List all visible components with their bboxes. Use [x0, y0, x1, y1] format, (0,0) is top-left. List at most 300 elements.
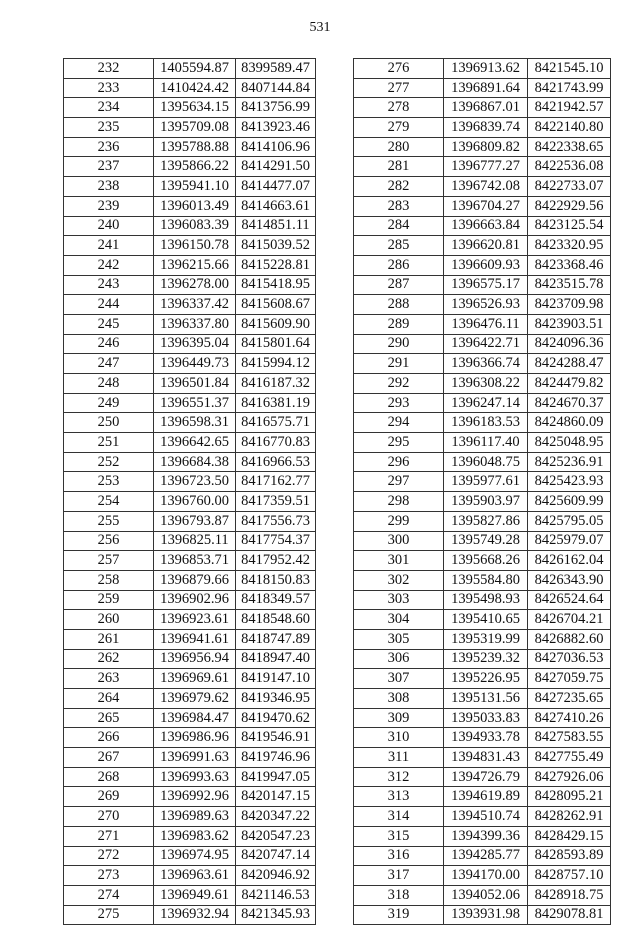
- point-number-cell: 317: [354, 866, 444, 886]
- y-coordinate-cell: 8417556.73: [236, 511, 316, 531]
- x-coordinate-cell: 1396476.11: [444, 314, 528, 334]
- x-coordinate-cell: 1396013.49: [154, 196, 236, 216]
- table-row: [354, 590, 611, 610]
- x-coordinate-cell: 1395788.88: [154, 137, 236, 157]
- y-coordinate-cell: 8424288.47: [528, 354, 611, 374]
- table-row: [354, 728, 611, 748]
- x-coordinate-cell: 1396989.63: [154, 807, 236, 827]
- x-coordinate-cell: 1394933.78: [444, 728, 528, 748]
- x-coordinate-cell: 1395584.80: [444, 570, 528, 590]
- table-row: [354, 59, 611, 79]
- point-number-cell: 245: [64, 314, 154, 334]
- table-row: [64, 177, 316, 197]
- x-coordinate-cell: 1396984.47: [154, 708, 236, 728]
- y-coordinate-cell: 8419947.05: [236, 767, 316, 787]
- table-row: [64, 452, 316, 472]
- table-row: [64, 767, 316, 787]
- table-row: [64, 157, 316, 177]
- y-coordinate-cell: 8415609.90: [236, 314, 316, 334]
- x-coordinate-cell: 1396575.17: [444, 275, 528, 295]
- table-row: [64, 728, 316, 748]
- point-number-cell: 276: [354, 59, 444, 79]
- y-coordinate-cell: 8415418.95: [236, 275, 316, 295]
- y-coordinate-cell: 8419470.62: [236, 708, 316, 728]
- y-coordinate-cell: 8415608.67: [236, 295, 316, 315]
- y-coordinate-cell: 8426704.21: [528, 610, 611, 630]
- point-number-cell: 261: [64, 629, 154, 649]
- y-coordinate-cell: 8418747.89: [236, 629, 316, 649]
- y-coordinate-cell: 8417359.51: [236, 492, 316, 512]
- table-row: [354, 255, 611, 275]
- point-number-cell: 280: [354, 137, 444, 157]
- point-number-cell: 272: [64, 846, 154, 866]
- point-number-cell: 287: [354, 275, 444, 295]
- y-coordinate-cell: 8415039.52: [236, 236, 316, 256]
- table-row: [64, 551, 316, 571]
- table-row: [64, 118, 316, 138]
- x-coordinate-cell: 1396723.50: [154, 472, 236, 492]
- table-row: [354, 236, 611, 256]
- x-coordinate-cell: 1396760.00: [154, 492, 236, 512]
- x-coordinate-cell: 1394170.00: [444, 866, 528, 886]
- y-coordinate-cell: 8414663.61: [236, 196, 316, 216]
- x-coordinate-cell: 1396956.94: [154, 649, 236, 669]
- table-row: [64, 137, 316, 157]
- point-number-cell: 310: [354, 728, 444, 748]
- table-row: [354, 78, 611, 98]
- table-row: [64, 866, 316, 886]
- point-number-cell: 263: [64, 669, 154, 689]
- x-coordinate-cell: 1396809.82: [444, 137, 528, 157]
- point-number-cell: 318: [354, 885, 444, 905]
- y-coordinate-cell: 8423368.46: [528, 255, 611, 275]
- y-coordinate-cell: 8416770.83: [236, 433, 316, 453]
- y-coordinate-cell: 8415228.81: [236, 255, 316, 275]
- x-coordinate-cell: 1394510.74: [444, 807, 528, 827]
- point-number-cell: 264: [64, 689, 154, 709]
- y-coordinate-cell: 8427583.55: [528, 728, 611, 748]
- y-coordinate-cell: 8414291.50: [236, 157, 316, 177]
- x-coordinate-cell: 1395866.22: [154, 157, 236, 177]
- point-number-cell: 274: [64, 885, 154, 905]
- table-row: [354, 689, 611, 709]
- x-coordinate-cell: 1396215.66: [154, 255, 236, 275]
- point-number-cell: 241: [64, 236, 154, 256]
- y-coordinate-cell: 8418349.57: [236, 590, 316, 610]
- point-number-cell: 305: [354, 629, 444, 649]
- point-number-cell: 281: [354, 157, 444, 177]
- y-coordinate-cell: 8425048.95: [528, 433, 611, 453]
- y-coordinate-cell: 8424479.82: [528, 374, 611, 394]
- y-coordinate-cell: 8415801.64: [236, 334, 316, 354]
- table-row: [64, 275, 316, 295]
- table-row: [354, 393, 611, 413]
- table-row: [354, 649, 611, 669]
- table-row: [64, 433, 316, 453]
- table-row: [354, 98, 611, 118]
- point-number-cell: 269: [64, 787, 154, 807]
- x-coordinate-cell: 1396993.63: [154, 767, 236, 787]
- point-number-cell: 256: [64, 531, 154, 551]
- x-coordinate-cell: 1395131.56: [444, 689, 528, 709]
- y-coordinate-cell: 8429078.81: [528, 905, 611, 925]
- table-row: [354, 216, 611, 236]
- point-number-cell: 257: [64, 551, 154, 571]
- y-coordinate-cell: 8417162.77: [236, 472, 316, 492]
- point-number-cell: 306: [354, 649, 444, 669]
- point-number-cell: 299: [354, 511, 444, 531]
- x-coordinate-cell: 1396969.61: [154, 669, 236, 689]
- y-coordinate-cell: 8423320.95: [528, 236, 611, 256]
- y-coordinate-cell: 8424670.37: [528, 393, 611, 413]
- x-coordinate-cell: 1395033.83: [444, 708, 528, 728]
- y-coordinate-cell: 8413756.99: [236, 98, 316, 118]
- y-coordinate-cell: 8425236.91: [528, 452, 611, 472]
- x-coordinate-cell: 1396932.94: [154, 905, 236, 925]
- point-number-cell: 258: [64, 570, 154, 590]
- y-coordinate-cell: 8426524.64: [528, 590, 611, 610]
- point-number-cell: 293: [354, 393, 444, 413]
- x-coordinate-cell: 1396867.01: [444, 98, 528, 118]
- y-coordinate-cell: 8414106.96: [236, 137, 316, 157]
- y-coordinate-cell: 8416966.53: [236, 452, 316, 472]
- x-coordinate-cell: 1396501.84: [154, 374, 236, 394]
- point-number-cell: 248: [64, 374, 154, 394]
- y-coordinate-cell: 8428757.10: [528, 866, 611, 886]
- y-coordinate-cell: 8422536.08: [528, 157, 611, 177]
- table-row: [354, 866, 611, 886]
- table-row: [354, 196, 611, 216]
- point-number-cell: 302: [354, 570, 444, 590]
- table-row: [64, 748, 316, 768]
- point-number-cell: 275: [64, 905, 154, 925]
- y-coordinate-cell: 8399589.47: [236, 59, 316, 79]
- point-number-cell: 260: [64, 610, 154, 630]
- y-coordinate-cell: 8425609.99: [528, 492, 611, 512]
- point-number-cell: 265: [64, 708, 154, 728]
- y-coordinate-cell: 8421942.57: [528, 98, 611, 118]
- table-row: [64, 59, 316, 79]
- table-row: [64, 570, 316, 590]
- point-number-cell: 315: [354, 826, 444, 846]
- table-row: [64, 98, 316, 118]
- point-number-cell: 262: [64, 649, 154, 669]
- y-coordinate-cell: 8426162.04: [528, 551, 611, 571]
- point-number-cell: 294: [354, 413, 444, 433]
- point-number-cell: 312: [354, 767, 444, 787]
- point-number-cell: 232: [64, 59, 154, 79]
- y-coordinate-cell: 8414851.11: [236, 216, 316, 236]
- y-coordinate-cell: 8422929.56: [528, 196, 611, 216]
- y-coordinate-cell: 8424096.36: [528, 334, 611, 354]
- y-coordinate-cell: 8427235.65: [528, 689, 611, 709]
- point-number-cell: 240: [64, 216, 154, 236]
- point-number-cell: 267: [64, 748, 154, 768]
- point-number-cell: 251: [64, 433, 154, 453]
- table-row: [354, 177, 611, 197]
- coordinates-table-left: [63, 58, 316, 925]
- x-coordinate-cell: 1396986.96: [154, 728, 236, 748]
- y-coordinate-cell: 8420547.23: [236, 826, 316, 846]
- x-coordinate-cell: 1396551.37: [154, 393, 236, 413]
- x-coordinate-cell: 1395709.08: [154, 118, 236, 138]
- table-row: [354, 610, 611, 630]
- x-coordinate-cell: 1396891.64: [444, 78, 528, 98]
- x-coordinate-cell: 1395749.28: [444, 531, 528, 551]
- y-coordinate-cell: 8428429.15: [528, 826, 611, 846]
- table-row: [354, 314, 611, 334]
- table-row: [64, 826, 316, 846]
- point-number-cell: 290: [354, 334, 444, 354]
- x-coordinate-cell: 1396923.61: [154, 610, 236, 630]
- table-row: [64, 885, 316, 905]
- point-number-cell: 301: [354, 551, 444, 571]
- x-coordinate-cell: 1396949.61: [154, 885, 236, 905]
- y-coordinate-cell: 8427410.26: [528, 708, 611, 728]
- table-row: [354, 551, 611, 571]
- point-number-cell: 309: [354, 708, 444, 728]
- x-coordinate-cell: 1394831.43: [444, 748, 528, 768]
- point-number-cell: 316: [354, 846, 444, 866]
- table-row: [354, 531, 611, 551]
- y-coordinate-cell: 8416381.19: [236, 393, 316, 413]
- point-number-cell: 270: [64, 807, 154, 827]
- point-number-cell: 249: [64, 393, 154, 413]
- x-coordinate-cell: 1396684.38: [154, 452, 236, 472]
- y-coordinate-cell: 8418947.40: [236, 649, 316, 669]
- point-number-cell: 234: [64, 98, 154, 118]
- table-row: [64, 236, 316, 256]
- y-coordinate-cell: 8422140.80: [528, 118, 611, 138]
- y-coordinate-cell: 8423709.98: [528, 295, 611, 315]
- y-coordinate-cell: 8425423.93: [528, 472, 611, 492]
- y-coordinate-cell: 8415994.12: [236, 354, 316, 374]
- x-coordinate-cell: 1395319.99: [444, 629, 528, 649]
- table-row: [64, 314, 316, 334]
- table-row: [354, 334, 611, 354]
- table-row: [354, 807, 611, 827]
- x-coordinate-cell: 1396941.61: [154, 629, 236, 649]
- x-coordinate-cell: 1396422.71: [444, 334, 528, 354]
- point-number-cell: 313: [354, 787, 444, 807]
- y-coordinate-cell: 8413923.46: [236, 118, 316, 138]
- table-row: [354, 433, 611, 453]
- point-number-cell: 243: [64, 275, 154, 295]
- x-coordinate-cell: 1396913.62: [444, 59, 528, 79]
- point-number-cell: 279: [354, 118, 444, 138]
- table-row: [354, 492, 611, 512]
- x-coordinate-cell: 1396974.95: [154, 846, 236, 866]
- point-number-cell: 298: [354, 492, 444, 512]
- point-number-cell: 283: [354, 196, 444, 216]
- y-coordinate-cell: 8417952.42: [236, 551, 316, 571]
- point-number-cell: 252: [64, 452, 154, 472]
- table-row: [354, 767, 611, 787]
- x-coordinate-cell: 1396663.84: [444, 216, 528, 236]
- y-coordinate-cell: 8427036.53: [528, 649, 611, 669]
- point-number-cell: 271: [64, 826, 154, 846]
- point-number-cell: 284: [354, 216, 444, 236]
- y-coordinate-cell: 8428262.91: [528, 807, 611, 827]
- x-coordinate-cell: 1396526.93: [444, 295, 528, 315]
- point-number-cell: 285: [354, 236, 444, 256]
- point-number-cell: 239: [64, 196, 154, 216]
- y-coordinate-cell: 8419346.95: [236, 689, 316, 709]
- y-coordinate-cell: 8428095.21: [528, 787, 611, 807]
- table-row: [64, 629, 316, 649]
- x-coordinate-cell: 1405594.87: [154, 59, 236, 79]
- y-coordinate-cell: 8419546.91: [236, 728, 316, 748]
- point-number-cell: 277: [354, 78, 444, 98]
- y-coordinate-cell: 8416575.71: [236, 413, 316, 433]
- table-row: [354, 570, 611, 590]
- table-row: [354, 452, 611, 472]
- point-number-cell: 288: [354, 295, 444, 315]
- point-number-cell: 286: [354, 255, 444, 275]
- x-coordinate-cell: 1394285.77: [444, 846, 528, 866]
- y-coordinate-cell: 8423125.54: [528, 216, 611, 236]
- table-row: [354, 787, 611, 807]
- point-number-cell: 253: [64, 472, 154, 492]
- table-row: [64, 787, 316, 807]
- x-coordinate-cell: 1396979.62: [154, 689, 236, 709]
- point-number-cell: 307: [354, 669, 444, 689]
- x-coordinate-cell: 1396609.93: [444, 255, 528, 275]
- point-number-cell: 291: [354, 354, 444, 374]
- table-row: [354, 118, 611, 138]
- y-coordinate-cell: 8425979.07: [528, 531, 611, 551]
- point-number-cell: 282: [354, 177, 444, 197]
- x-coordinate-cell: 1395498.93: [444, 590, 528, 610]
- table-row: [64, 393, 316, 413]
- x-coordinate-cell: 1393931.98: [444, 905, 528, 925]
- table-row: [354, 157, 611, 177]
- x-coordinate-cell: 1396449.73: [154, 354, 236, 374]
- y-coordinate-cell: 8423515.78: [528, 275, 611, 295]
- table-row: [354, 413, 611, 433]
- x-coordinate-cell: 1396278.00: [154, 275, 236, 295]
- x-coordinate-cell: 1410424.42: [154, 78, 236, 98]
- table-row: [64, 334, 316, 354]
- y-coordinate-cell: 8426343.90: [528, 570, 611, 590]
- page-number: 531: [309, 20, 331, 35]
- y-coordinate-cell: 8416187.32: [236, 374, 316, 394]
- y-coordinate-cell: 8419746.96: [236, 748, 316, 768]
- x-coordinate-cell: 1396247.14: [444, 393, 528, 413]
- table-row: [64, 492, 316, 512]
- x-coordinate-cell: 1395668.26: [444, 551, 528, 571]
- y-coordinate-cell: 8421345.93: [236, 905, 316, 925]
- point-number-cell: 300: [354, 531, 444, 551]
- table-row: [354, 511, 611, 531]
- point-number-cell: 289: [354, 314, 444, 334]
- table-row: [354, 748, 611, 768]
- table-row: [64, 649, 316, 669]
- y-coordinate-cell: 8428918.75: [528, 885, 611, 905]
- x-coordinate-cell: 1396083.39: [154, 216, 236, 236]
- x-coordinate-cell: 1396793.87: [154, 511, 236, 531]
- table-row: [64, 669, 316, 689]
- x-coordinate-cell: 1396825.11: [154, 531, 236, 551]
- point-number-cell: 295: [354, 433, 444, 453]
- x-coordinate-cell: 1394399.36: [444, 826, 528, 846]
- x-coordinate-cell: 1396991.63: [154, 748, 236, 768]
- table-row: [64, 610, 316, 630]
- x-coordinate-cell: 1396642.65: [154, 433, 236, 453]
- y-coordinate-cell: 8426882.60: [528, 629, 611, 649]
- point-number-cell: 246: [64, 334, 154, 354]
- x-coordinate-cell: 1394052.06: [444, 885, 528, 905]
- table-row: [64, 689, 316, 709]
- y-coordinate-cell: 8407144.84: [236, 78, 316, 98]
- point-number-cell: 268: [64, 767, 154, 787]
- y-coordinate-cell: 8420946.92: [236, 866, 316, 886]
- table-row: [64, 196, 316, 216]
- x-coordinate-cell: 1396048.75: [444, 452, 528, 472]
- x-coordinate-cell: 1395226.95: [444, 669, 528, 689]
- point-number-cell: 244: [64, 295, 154, 315]
- y-coordinate-cell: 8425795.05: [528, 511, 611, 531]
- point-number-cell: 233: [64, 78, 154, 98]
- point-number-cell: 259: [64, 590, 154, 610]
- x-coordinate-cell: 1394726.79: [444, 767, 528, 787]
- x-coordinate-cell: 1396337.80: [154, 314, 236, 334]
- x-coordinate-cell: 1395239.32: [444, 649, 528, 669]
- table-row: [64, 374, 316, 394]
- point-number-cell: 303: [354, 590, 444, 610]
- x-coordinate-cell: 1395827.86: [444, 511, 528, 531]
- table-row: [354, 885, 611, 905]
- x-coordinate-cell: 1396983.62: [154, 826, 236, 846]
- x-coordinate-cell: 1396308.22: [444, 374, 528, 394]
- point-number-cell: 292: [354, 374, 444, 394]
- table-row: [64, 531, 316, 551]
- y-coordinate-cell: 8422733.07: [528, 177, 611, 197]
- point-number-cell: 247: [64, 354, 154, 374]
- x-coordinate-cell: 1395941.10: [154, 177, 236, 197]
- table-row: [64, 216, 316, 236]
- table-row: [64, 708, 316, 728]
- y-coordinate-cell: 8419147.10: [236, 669, 316, 689]
- y-coordinate-cell: 8418150.83: [236, 570, 316, 590]
- table-row: [354, 354, 611, 374]
- x-coordinate-cell: 1396704.27: [444, 196, 528, 216]
- y-coordinate-cell: 8428593.89: [528, 846, 611, 866]
- x-coordinate-cell: 1396853.71: [154, 551, 236, 571]
- x-coordinate-cell: 1396992.96: [154, 787, 236, 807]
- x-coordinate-cell: 1395634.15: [154, 98, 236, 118]
- point-number-cell: 297: [354, 472, 444, 492]
- table-row: [64, 905, 316, 925]
- x-coordinate-cell: 1396620.81: [444, 236, 528, 256]
- point-number-cell: 235: [64, 118, 154, 138]
- point-number-cell: 314: [354, 807, 444, 827]
- y-coordinate-cell: 8417754.37: [236, 531, 316, 551]
- y-coordinate-cell: 8421146.53: [236, 885, 316, 905]
- y-coordinate-cell: 8420747.14: [236, 846, 316, 866]
- table-row: [64, 807, 316, 827]
- point-number-cell: 238: [64, 177, 154, 197]
- point-number-cell: 250: [64, 413, 154, 433]
- x-coordinate-cell: 1396395.04: [154, 334, 236, 354]
- x-coordinate-cell: 1396598.31: [154, 413, 236, 433]
- table-row: [354, 826, 611, 846]
- y-coordinate-cell: 8423903.51: [528, 314, 611, 334]
- table-row: [64, 590, 316, 610]
- table-row: [64, 255, 316, 275]
- table-row: [64, 413, 316, 433]
- y-coordinate-cell: 8427755.49: [528, 748, 611, 768]
